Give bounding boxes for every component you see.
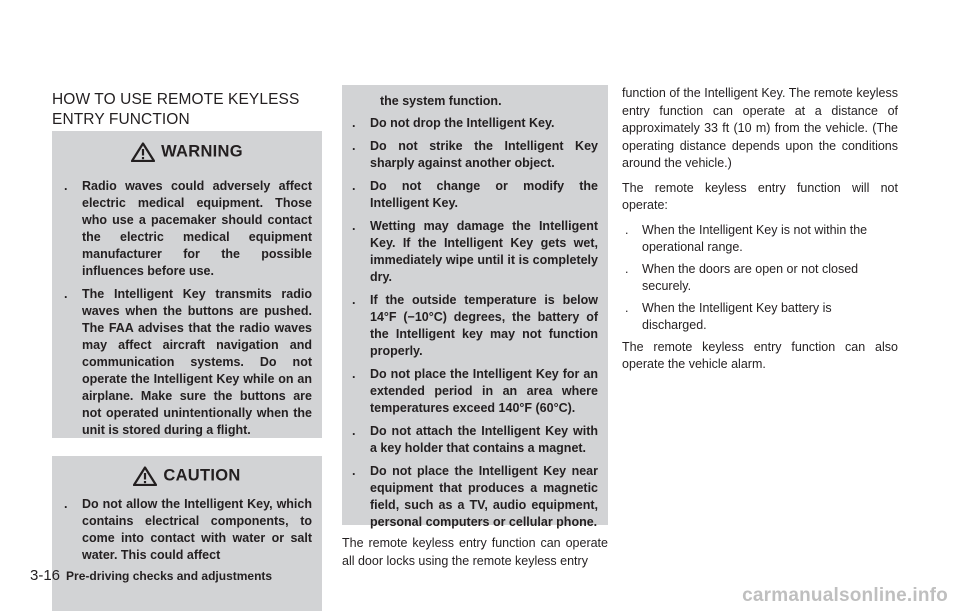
list-item: . Wetting may damage the Intelligent Key. If the Intelligent Key gets wet, immediately wipe until it is completely dry. — [352, 219, 598, 284]
caution-continued-text: the system function. — [380, 94, 502, 108]
body-paragraph: The remote keyless entry function will not operate: — [622, 180, 898, 212]
caution-label: CAUTION — [163, 466, 241, 485]
list-item: . Do not place the Intelligent Key near equipment that produces a magnetic field, such as a TV, audio equipment, personal computers or cellular phone. — [352, 464, 598, 529]
bullet: . — [352, 179, 356, 193]
warning-triangle-icon — [133, 466, 157, 486]
page-footer — [30, 567, 272, 585]
list-item: . Do not drop the Intelligent Key. — [352, 116, 555, 130]
bullet: . — [625, 300, 629, 315]
section-title-line2: ENTRY FUNCTION — [52, 111, 190, 128]
list-item: . Do not strike the Intelligent Key sharply against another object. — [352, 139, 598, 170]
body-column-2 — [342, 535, 608, 577]
list-item: . Radio waves could adversely affect electric medical equipment. Those who use a pacemaker should contact the electric medical equipment manufacturer for the possible influences before use. — [64, 179, 312, 278]
watermark: carmanualsonline.info — [742, 585, 948, 606]
caution-box-continued — [342, 85, 608, 529]
list-item: . Do not change or modify the Intelligent Key. — [352, 179, 598, 210]
page-number: 3-16 — [30, 567, 61, 584]
bullet: . — [352, 367, 356, 381]
chapter-title: Pre-driving checks and adjustments — [66, 569, 273, 583]
list-item: . Do not place the Intelligent Key for an extended period in an area where temperatures exceed 140°F (60°C). — [352, 367, 598, 415]
list-item: . If the outside temperature is below 14°F (−10°C) degrees, the battery of the Intelligent key may not function properly. — [352, 293, 598, 358]
body-column-3 — [622, 85, 898, 381]
caution-header — [52, 466, 322, 486]
section-title-line1: HOW TO USE REMOTE KEYLESS — [52, 91, 300, 108]
section-title — [52, 90, 322, 130]
body-paragraph: The remote keyless entry function can operate all door locks using the remote keyless entry — [342, 536, 608, 568]
warning-list — [60, 178, 312, 445]
list-item: . Do not allow the Intelligent Key, which contains electrical components, to come into contact with water or salt water. This could affect — [64, 497, 312, 562]
bullet: . — [625, 261, 629, 276]
caution-continued-list — [348, 115, 598, 537]
bullet: . — [352, 293, 356, 307]
caution-list — [60, 496, 312, 570]
bullet: . — [64, 179, 68, 193]
bullet: . — [64, 287, 68, 301]
caution-box — [52, 456, 322, 611]
warning-header — [52, 142, 322, 162]
bullet: . — [352, 139, 356, 153]
body-paragraph: The remote keyless entry function can also operate the vehicle alarm. — [622, 339, 898, 371]
list-item: . The Intelligent Key transmits radio waves when the buttons are pushed. The FAA advises that the radio waves may affect aircraft navigation and communication systems. Do not operate the Intelligent Key while on an airplane. Make sure the buttons are not operated unintentionally when the unit is stored during a flight. — [64, 287, 312, 437]
conditions-list — [622, 222, 898, 335]
list-item: . Do not attach the Intelligent Key with a key holder that contains a magnet. — [352, 424, 598, 455]
bullet: . — [625, 222, 629, 237]
list-item: . When the doors are open or not closed securely. — [625, 261, 859, 293]
bullet: . — [352, 219, 356, 233]
warning-box — [52, 131, 322, 438]
list-item: . When the Intelligent Key battery is discharged. — [625, 300, 832, 332]
warning-triangle-icon — [131, 142, 155, 162]
bullet: . — [352, 424, 356, 438]
body-paragraph: function of the Intelligent Key. The remote keyless entry function can operate at a distance of approximately 33 ft (10 m) from the vehicle. (The operating distance depends upon the conditions around the vehicle.) — [622, 86, 898, 170]
list-item: . When the Intelligent Key is not within the operational range. — [625, 222, 868, 254]
bullet: . — [352, 464, 356, 478]
bullet: . — [352, 116, 356, 130]
bullet: . — [64, 497, 68, 511]
warning-label: WARNING — [161, 142, 243, 161]
